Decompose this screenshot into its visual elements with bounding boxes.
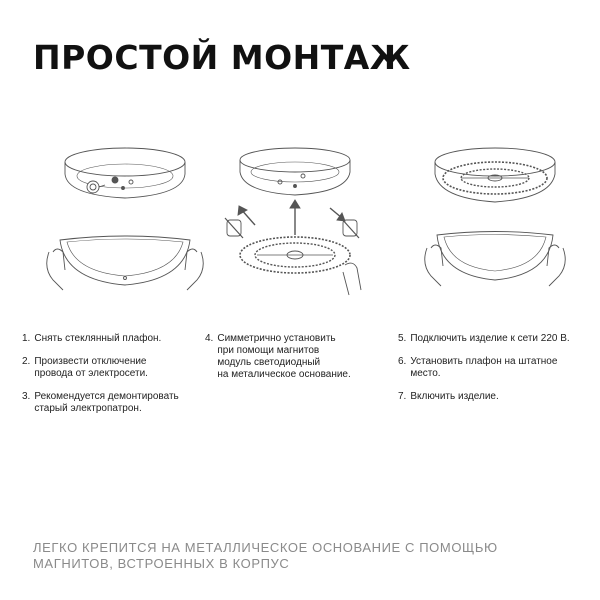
steps-column-3 [398,333,583,414]
step-item [398,391,583,403]
step-number: 3. [22,391,31,402]
step-item [205,333,385,381]
footer-line-1: ЛЕГКО КРЕПИТСЯ НА МЕТАЛЛИЧЕСКОЕ ОСНОВАНИЕ С ПОМОЩЬЮ [33,540,498,555]
page-title: ПРОСТОЙ МОНТАЖ [33,38,411,77]
step-text: Установить плафон на штатное место. [410,356,558,379]
step-text: Подключить изделие к сети 220 В. [410,333,570,344]
step-number: 4. [205,333,214,344]
step-text: Симметрично установить при помощи магнитов модуль светодиодный на металическое основание. [217,333,351,380]
illustration-attach-led-module [215,140,395,315]
step-number: 5. [398,333,407,344]
step-item [398,333,583,345]
step-text: Рекомендуется демонтировать старый электропатрон. [34,391,179,414]
illustration-remove-diffuser [35,140,215,315]
step-text: Снять стеклянный плафон. [34,333,162,344]
step-number: 6. [398,356,407,367]
step-item [398,356,583,380]
footer-line-2: МАГНИТОВ, ВСТРОЕННЫХ В КОРПУС [33,556,290,571]
footer-note [33,540,573,572]
step-number: 7. [398,391,407,402]
step-text: Произвести отключение провода от электросети. [34,356,148,379]
steps-column-2 [205,333,385,392]
step-item [22,356,202,380]
step-text: Включить изделие. [410,391,499,402]
steps-column-1 [22,333,202,426]
step-item [22,391,202,415]
step-item [22,333,202,345]
step-number: 1. [22,333,31,344]
illustration-install-diffuser [415,140,595,315]
step-number: 2. [22,356,31,367]
